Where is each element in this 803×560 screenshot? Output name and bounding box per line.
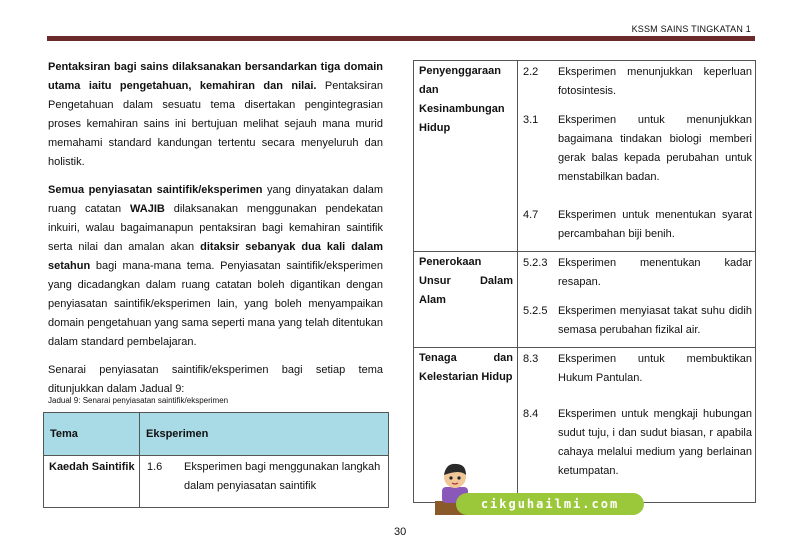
list-item bbox=[519, 350, 754, 390]
row-eksperimen bbox=[140, 456, 389, 508]
header-eksperimen: Eksperimen bbox=[140, 413, 389, 456]
header-tema: Tema bbox=[44, 413, 140, 456]
entry-desc: Eksperimen untuk menunjukkan bagaimana tindakan biologi memberi gerak balas kepada perubahan untuk menstabilkan badan. bbox=[558, 114, 752, 183]
header-divider bbox=[47, 36, 755, 41]
entry-desc: Eksperimen untuk menentukan syarat percambahan biji benih. bbox=[558, 209, 752, 240]
entry-desc: Eksperimen menunjukkan keperluan fotosintesis. bbox=[558, 66, 752, 97]
experiment-table-continued bbox=[413, 60, 756, 503]
paragraph-1 bbox=[48, 58, 383, 172]
entry-desc: Eksperimen untuk membuktikan Hukum Pantulan. bbox=[558, 353, 752, 384]
table-row bbox=[414, 252, 756, 348]
entries-cell bbox=[518, 61, 756, 252]
entry-code: 2.2 bbox=[523, 66, 539, 78]
list-item bbox=[519, 254, 754, 294]
list-item bbox=[519, 206, 754, 246]
entry-code: 5.2.3 bbox=[523, 257, 548, 269]
table-row bbox=[414, 61, 756, 252]
theme-cell: Penerokaan Unsur Dalam Alam bbox=[414, 252, 518, 348]
row-tema: Kaedah Saintifik bbox=[44, 456, 140, 508]
row-desc: Eksperimen bagi menggunakan langkah dalam penyiasatan saintifik bbox=[184, 461, 381, 492]
list-item bbox=[519, 63, 754, 103]
entries-cell bbox=[518, 252, 756, 348]
paragraph-1-bold: Pentaksiran bagi sains dilaksanakan bersandarkan tiga domain utama iaitu pengetahuan, kemahiran dan nilai. bbox=[48, 61, 383, 92]
entries-cell bbox=[518, 348, 756, 503]
page-number: 30 bbox=[394, 526, 407, 538]
entry-code: 8.3 bbox=[523, 353, 539, 365]
paragraph-3: Senarai penyiasatan saintifik/eksperimen bagi setiap tema ditunjukkan dalam Jadual 9: bbox=[48, 364, 383, 395]
table-header-row bbox=[44, 413, 389, 456]
paragraph-2 bbox=[48, 181, 383, 352]
paragraph-2-bold-e: ditaksir sebanyak dua kali dalam setahun bbox=[48, 241, 383, 272]
entry-code: 4.7 bbox=[523, 209, 539, 221]
entry-code: 8.4 bbox=[523, 408, 539, 420]
table-9 bbox=[43, 412, 389, 508]
theme-cell: Penyenggaraan dan Kesinambungan Hidup bbox=[414, 61, 518, 252]
theme-cell: Tenaga dan Kelestarian Hidup bbox=[414, 348, 518, 503]
entry-desc: Eksperimen untuk mengkaji hubungan sudut tuju, i dan sudut biasan, r apabila cahaya melalui medium yang berlainan ketumpatan. bbox=[558, 408, 752, 477]
row-code: 1.6 bbox=[147, 461, 163, 473]
paragraph-2-bold-a: Semua penyiasatan saintifik/eksperimen bbox=[48, 184, 263, 196]
list-item bbox=[519, 111, 754, 206]
list-item bbox=[519, 302, 754, 340]
entry-code: 5.2.5 bbox=[523, 305, 548, 317]
table-row bbox=[44, 456, 389, 508]
list-item bbox=[519, 405, 754, 481]
intro-text bbox=[48, 58, 383, 408]
paragraph-2-bold-c: WAJIB bbox=[130, 203, 165, 215]
paragraph-1-rest: Pentaksiran Pengetahuan dalam sesuatu tema disertakan pengintegrasian proses kemahiran sains ini bertujuan melihat sejauh mana murid memahami standard kandungan tertentu secara menyeluruh dan holistik. bbox=[48, 80, 383, 168]
page-header-title: KSSM SAINS TINGKATAN 1 bbox=[631, 24, 751, 34]
paragraph-2-text-b: yang dinyatakan dalam ruang catatan bbox=[48, 184, 383, 215]
entry-code: 3.1 bbox=[523, 114, 539, 126]
paragraph-2-text-f: bagi mana-mana tema. Penyiasatan saintifik/eksperimen yang dicadangkan dalam ruang catatan boleh digantikan dengan penyiasatan saintifik/eksperimen lain, yang boleh menyampaikan domain pengetahuan yang sama seperti mana yang telah ditentukan dalam standard pembelajaran. bbox=[48, 260, 383, 348]
table-caption: Jadual 9: Senarai penyiasatan saintifik/eksperimen bbox=[48, 396, 229, 405]
paragraph-2-text-d: dilaksanakan menggunakan pendekatan inkuiri, walau bagaimanapun pentaksiran bagi kemahiran saintifik serta nilai dan amalan akan bbox=[48, 203, 383, 253]
watermark-banner: cikguhailmi.com bbox=[456, 493, 644, 515]
entry-desc: Eksperimen menyiasat takat suhu didih semasa perubahan fizikal air. bbox=[558, 305, 752, 336]
entry-desc: Eksperimen menentukan kadar resapan. bbox=[558, 257, 752, 288]
